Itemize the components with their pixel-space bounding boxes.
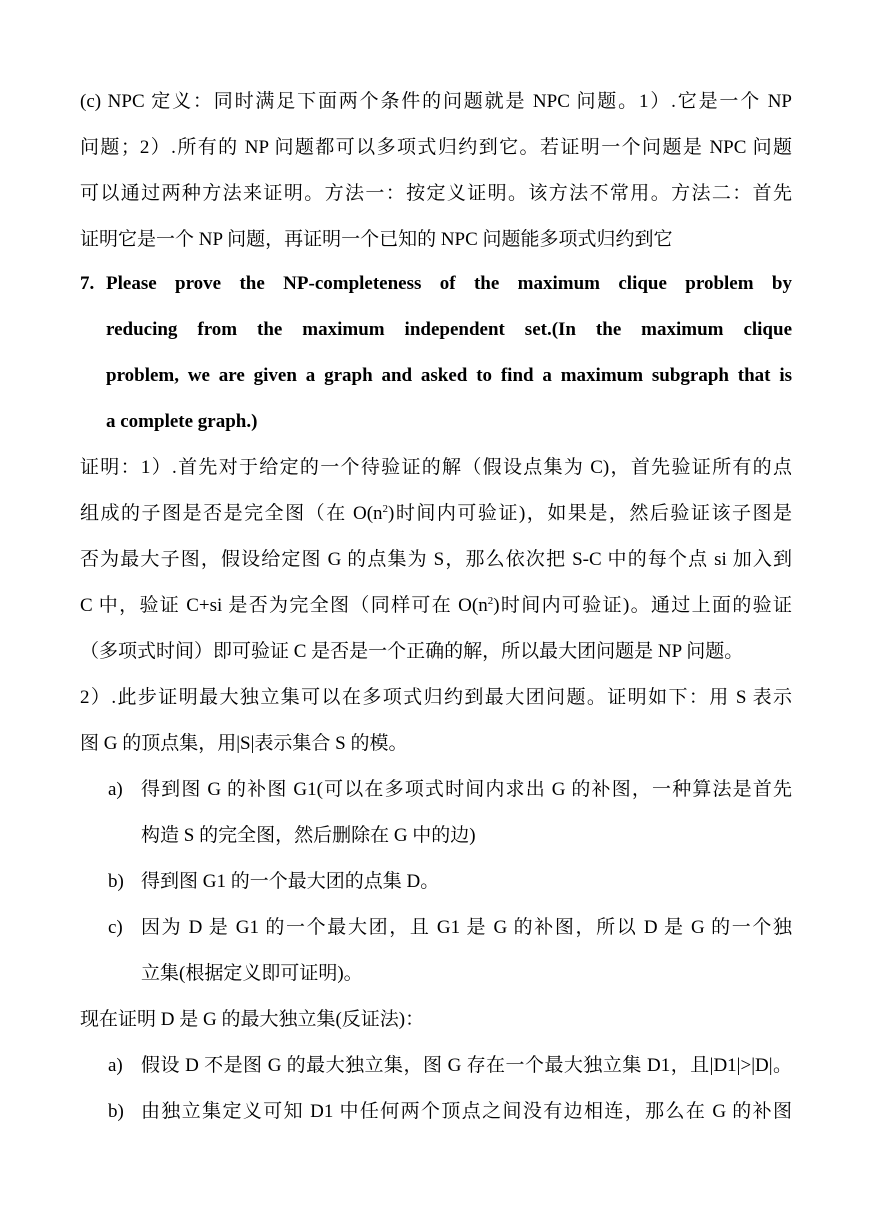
text-line: 得到图 G1 的一个最大团的点集 D。 xyxy=(141,871,440,892)
text-line: 假设 D 不是图 G 的最大独立集，图 G 存在一个最大独立集 D1，且|D1|>|D|。 xyxy=(141,1055,792,1076)
text-line: 2）.此步证明最大独立集可以在多项式归约到最大团问题。证明如下：用 S 表示 xyxy=(80,687,792,708)
question-number: 7. xyxy=(80,273,95,294)
text-line: 立集(根据定义即可证明)。 xyxy=(141,963,363,984)
list-item xyxy=(141,905,792,997)
list-item xyxy=(141,1089,792,1135)
text-line: reducing from the maximum independent set.(In the maximum clique xyxy=(106,319,792,340)
proof-part-1 xyxy=(80,445,792,675)
text-line: 图 G 的顶点集，用|S|表示集合 S 的模。 xyxy=(80,733,408,754)
text-line: (c) NPC 定义：同时满足下面两个条件的问题就是 NPC 问题。1）.它是一个 NP xyxy=(80,91,792,112)
text-line: 问题；2）.所有的 NP 问题都可以多项式归约到它。若证明一个问题是 NPC 问题 xyxy=(80,137,792,158)
list-item xyxy=(141,767,792,859)
list-marker: b) xyxy=(108,871,124,892)
list-marker: a) xyxy=(108,1055,123,1076)
text-line: a complete graph.) xyxy=(106,411,258,432)
text-line: 可以通过两种方法来证明。方法一：按定义证明。该方法不常用。方法二：首先 xyxy=(80,183,792,204)
text-line: 证明：1）.首先对于给定的一个待验证的解（假设点集为 C)，首先验证所有的点 xyxy=(80,457,792,478)
contradiction-intro xyxy=(80,997,792,1043)
list-marker: a) xyxy=(108,779,123,800)
text-line: problem, we are given a graph and asked to find a maximum subgraph that is xyxy=(106,365,792,386)
superscript: 2 xyxy=(382,503,389,515)
list-item xyxy=(141,1043,792,1089)
list-marker: c) xyxy=(108,917,123,938)
text-line: 得到图 G 的补图 G1(可以在多项式时间内求出 G 的补图，一种算法是首先 xyxy=(141,779,792,800)
superscript: 2 xyxy=(487,595,494,607)
text-line: 证明它是一个 NP 问题，再证明一个已知的 NPC 问题能多项式归约到它 xyxy=(80,229,673,250)
list-item xyxy=(141,859,792,905)
text-line: C 中，验证 C+si 是否为完全图（同样可在 $O(n^2)$时间内可验证)。通过上面的验证 xyxy=(80,595,792,616)
text-line: （多项式时间）即可验证 C 是否是一个正确的解，所以最大团问题是 NP 问题。 xyxy=(80,641,744,662)
text-line: 由独立集定义可知 D1 中任何两个顶点之间没有边相连，那么在 G 的补图 xyxy=(141,1101,792,1122)
text-line: 组成的子图是否是完全图（在 $O(n^2)$时间内可验证)，如果是，然后验证该子图是 xyxy=(80,503,792,524)
question-text xyxy=(106,261,792,445)
list-marker: b) xyxy=(108,1101,124,1122)
text-line: 现在证明 D 是 G 的最大独立集(反证法)： xyxy=(80,1009,425,1030)
text-line: 构造 S 的完全图，然后删除在 G 中的边) xyxy=(141,825,476,846)
npc-definition-paragraph xyxy=(80,79,792,263)
text-line: Please prove the NP-completeness of the maximum clique problem by xyxy=(106,273,792,294)
text-line: 因为 D 是 G1 的一个最大团，且 G1 是 G 的补图，所以 D 是 G 的一个独 xyxy=(141,917,792,938)
proof-part-2 xyxy=(80,675,792,767)
text-line: 否为最大子图，假设给定图 G 的点集为 S，那么依次把 S-C 中的每个点 si 加入到 xyxy=(80,549,792,570)
